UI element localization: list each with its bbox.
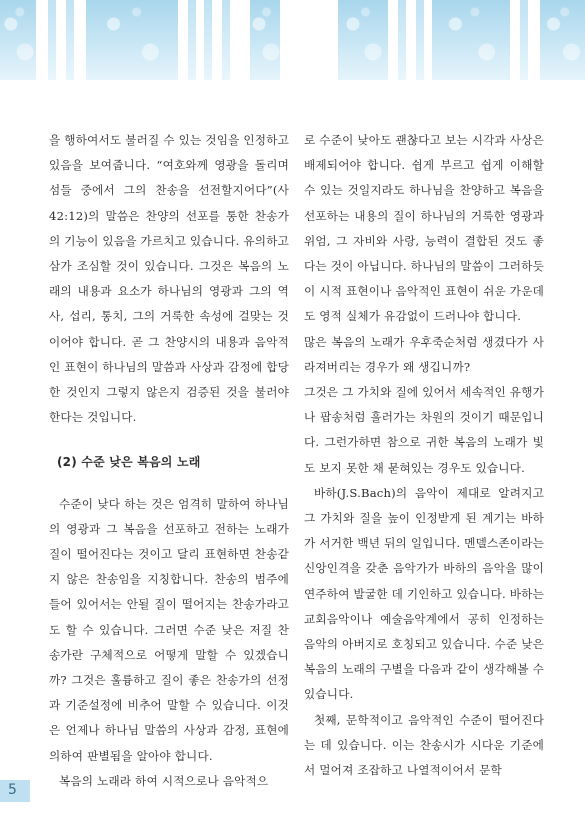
banner-stripe (222, 0, 230, 80)
banner-stripe (398, 0, 406, 80)
banner-band (540, 0, 585, 80)
banner-band (250, 0, 280, 80)
body-paragraph: 로 수준이 낮아도 괜찮다고 보는 시각과 사상은 배제되어야 합니다. 쉽게 부르고 쉽게 이해할 수 있는 것일지라도 하나님을 찬양하고 복음을 선포하는 내용의 질이 하나님의 거룩한 영광과 위엄, 그 자비와 사랑, 능력이 결합된 것도 좋다는 것이 아닙니다. 하나님의 말씀이 그러하듯이 시적 표현이나 음악적인 표현이 쉬운 가운데도 영적 실체가 유감없이 드러나야 합니다. (304, 133, 544, 324)
banner-stripe (48, 0, 56, 80)
banner-stripe (520, 0, 528, 80)
body-paragraph: 을 행하여서도 불러질 수 있는 것임을 인정하고 있음을 보여줍니다. “여호와께 영광을 돌리며 섬들 중에서 그의 찬송을 선전할지어다”(사42:12)의 말씀은 찬양의 선포를 통한 찬송가의 기능이 있음을 가르치고 있습니다. 유의하고 삼가 조심할 것이 있습니다. 그것은 복음의 노래의 내용과 요소가 하나님의 영광과 그의 역사, 섭리, 통치, 그의 거룩한 속성에 걸맞는 것이어야 합니다. 곧 그 찬양시의 내용과 음악적인 표현이 하나님의 말씀과 사상과 감정에 합당한 것인지 그렇지 않은지 검증된 것을 불러야 한다는 것입니다. (49, 133, 289, 425)
banner-stripe (204, 0, 212, 80)
banner-stripe (188, 0, 196, 80)
banner-stripe (66, 0, 74, 80)
banner-band (0, 0, 36, 80)
banner-band (338, 0, 388, 80)
banner-band (432, 0, 510, 80)
banner-band (86, 0, 178, 80)
right-text-column (304, 128, 544, 783)
banner-stripe (416, 0, 424, 80)
decorative-header-banner (0, 0, 585, 80)
body-paragraph: 첫째, 문학적이고 음악적인 수준이 떨어진다는 데 있습니다. 이는 찬송시가 시다운 기준에서 멀어져 조잡하고 나열적이어서 문학 (304, 712, 544, 778)
body-paragraph: 많은 복음의 노래가 우후죽순처럼 생겼다가 사라져버리는 경우가 왜 생깁니까? (304, 334, 544, 374)
left-text-column (49, 128, 289, 794)
body-paragraph: 복음의 노래라 하여 시적으로나 음악적으 (59, 773, 269, 788)
section-heading: (2) 수준 낮은 복음의 노래 (57, 455, 201, 470)
body-paragraph: 수준이 낮다 하는 것은 엄격히 말하여 하나님의 영광과 그 복음을 선포하고 전하는 노래가 질이 떨어진다는 것이고 달리 표현하면 찬송같지 않은 찬송임을 지칭합니다. 찬송의 범주에 들어 있어서는 안될 질이 떨어지는 찬송가라고도 할 수 있습니다. 그러면 수준 낮은 저질 찬송가란 구체적으로 어떻게 말할 수 있겠습니까? 그것은 훌륭하고 질이 좋은 찬송가의 선정과 기준설정에 비추어 말할 수 있습니다. 이것은 언제나 하나님 말씀의 사상과 감정, 표현에 의하여 판별됨을 알아야 합니다. (49, 496, 289, 763)
body-paragraph: 바하(J.S.Bach)의 음악이 제대로 알려지고 그 가치와 질을 높이 인정받게 된 계기는 바하가 서거한 백년 뒤의 일입니다. 멘델스존이라는 신앙인격을 갖춘 음악가가 바하의 음악을 많이 연주하여 발굴한 데 기인하고 있습니다. 바하는 교회음악이나 예술음악계에서 공히 인정하는 음악의 아버지로 호칭되고 있습니다. 수준 낮은 복음의 노래의 구별을 다음과 같이 생각해볼 수 있습니다. (304, 485, 544, 702)
page-number: 5 (8, 782, 17, 798)
body-paragraph: 그것은 그 가치와 질에 있어서 세속적인 유행가나 팝송처럼 흘러가는 차원의 것이기 때문입니다. 그런가하면 참으로 귀한 복음의 노래가 빛도 보지 못한 채 묻혀있는 경우도 있습니다. (304, 385, 544, 475)
